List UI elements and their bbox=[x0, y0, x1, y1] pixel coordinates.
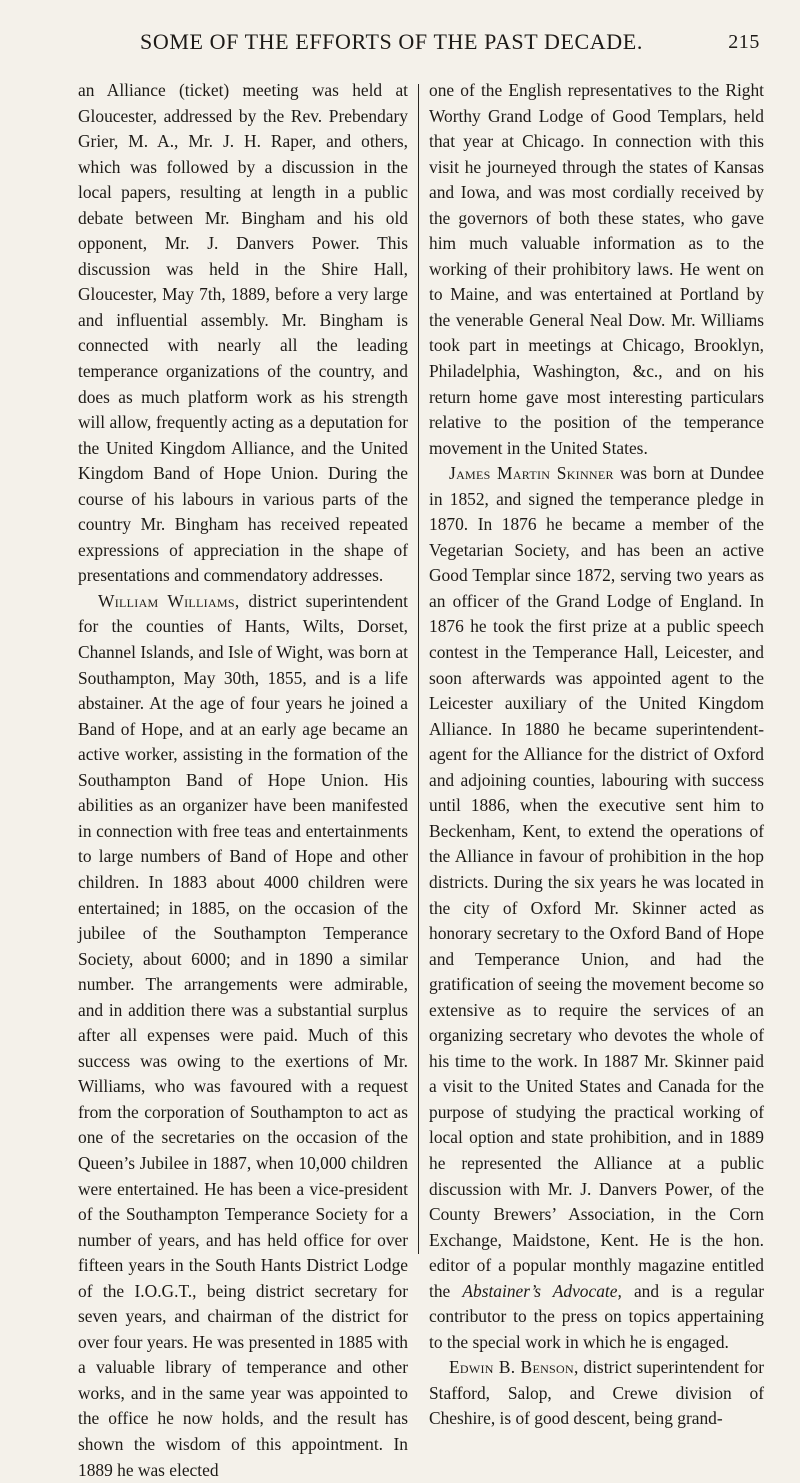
paragraph-bingham-continued: an Alliance (ticket) meeting was held at Gloucester, addressed by the Rev. Prebendary Grier, M. A., Mr. J. H. Raper, and others, which was followed by a discussion in the local papers, resulting at length in a public debate between Mr. Bingham and his old opponent, Mr. J. Danvers Power. This discussion was held in the Shire Hall, Gloucester, May 7th, 1889, before a very large and influential assembly. Mr. Bingham is connected with nearly all the leading temperance organizations of the country, and does as much platform work as his strength will allow, frequently acting as a deputation for the United Kingdom Alliance, and the United Kingdom Band of Hope Union. During the course of his labours in various parts of the country Mr. Bingham has received repeated expressions of appreciation in the shape of presentations and commendatory addresses. bbox=[78, 80, 408, 586]
page-number: 215 bbox=[728, 31, 760, 53]
column-divider bbox=[418, 84, 419, 1254]
paragraph-text: district superintendent for Stafford, Salop, and Crewe division of Cheshire, is of good descent, being grand- bbox=[429, 1357, 764, 1429]
running-head: SOME OF THE EFFORTS OF THE PAST DECADE. bbox=[140, 29, 643, 54]
paragraph-text-end: and is a regular contributor to the press on topics appertaining to the special work in which he is engaged. bbox=[429, 1280, 765, 1352]
paragraph-james-martin-skinner bbox=[429, 461, 764, 1355]
person-name: James Martin Skinner bbox=[449, 463, 614, 484]
left-column bbox=[78, 78, 408, 1480]
person-name: Edwin B. Benson, bbox=[449, 1357, 579, 1378]
page-header bbox=[80, 22, 760, 62]
person-name: William Williams, bbox=[98, 590, 240, 611]
paragraph-text: district superintendent for the counties of Hants, Wilts, Dorset, Channel Islands, and Isle of Wight, was born at Southampton, May 30th, 1855, and is a life abstainer. At the age of four years he joined a Band of Hope, and at an early age became an active worker, assisting in the formation of the Southampton Band of Hope Union. His abilities as an organizer have been manifested in connection with free teas and entertainments to large numbers of Band of Hope and other children. In 1883 about 4000 children were entertained; in 1885, on the occasion of the jubilee of the Southampton Temperance Society, about 6000; and in 1890 a similar number. The arrangements were admirable, and in addition there was a substantial surplus after all expenses were paid. Much of this success was owing to the exertions of Mr. Williams, who was favoured with a request from the corporation of Southampton to act as one of the secretaries on the occasion of the Queen’s Jubilee in 1887, when 10,000 children were entertained. He has been a vice-president of the Southampton Temperance Society for a number of years, and has held office for over fifteen years in the South Hants District Lodge of the I.O.G.T., being district secretary for seven years, and chairman of the district for over four years. He was presented in 1885 with a valuable library of temperance and other works, and in the same year was appointed to the office he now holds, and the result has shown the wisdom of this appointment. In 1889 he was elected bbox=[78, 590, 408, 1480]
paragraph-edwin-benson bbox=[429, 1355, 764, 1432]
right-column bbox=[429, 78, 765, 1429]
magazine-title: Abstainer’s Advocate, bbox=[462, 1280, 622, 1301]
paragraph-text: was born at Dundee in 1852, and signed the temperance pledge in 1870. In 1876 he became a member of the Vegetarian Society, and has been an active Good Templar since 1872, serving two years as an officer of the Grand Lodge of England. In 1876 he took the first prize at a public speech contest in the Temperance Hall, Leicester, and soon afterwards was appointed agent to the Leicester auxiliary of the United Kingdom Alliance. In 1880 he became superintendent-agent for the Alliance for the district of Oxford and adjoining counties, labouring with success until 1886, when the executive sent him to Beckenham, Kent, to extend the operations of the Alliance in favour of prohibition in the hop districts. During the six years he was located in the city of Oxford Mr. Skinner acted as honorary secretary to the Oxford Band of Hope and Temperance Union, and had the gratification of seeing the movement become so extensive as to require the services of an organizing secretary who devotes the whole of his time to the work. In 1887 Mr. Skinner paid a visit to the United States and Canada for the purpose of studying the practical working of local option and state prohibition, and in 1889 he represented the Alliance at a public discussion with Mr. J. Danvers Power, of the County Brewers’ Association, in the Corn Exchange, Maidstone, Kent. He is the hon. editor of a popular monthly magazine entitled the bbox=[429, 463, 764, 1301]
paragraph-william-williams bbox=[78, 589, 408, 1483]
paragraph-williams-continued: one of the English representatives to the Right Worthy Grand Lodge of Good Templars, held that year at Chicago. In connection with this visit he journeyed through the states of Kansas and Iowa, and was most cordially received by the governors of both these states, who gave him much valuable information as to the working of their prohibitory laws. He went on to Maine, and was entertained at Portland by the venerable General Neal Dow. Mr. Williams took part in meetings at Chicago, Brooklyn, Philadelphia, Washington, &c., and on his return home gave most interesting particulars relative to the position of the temperance movement in the United States. bbox=[429, 80, 764, 458]
